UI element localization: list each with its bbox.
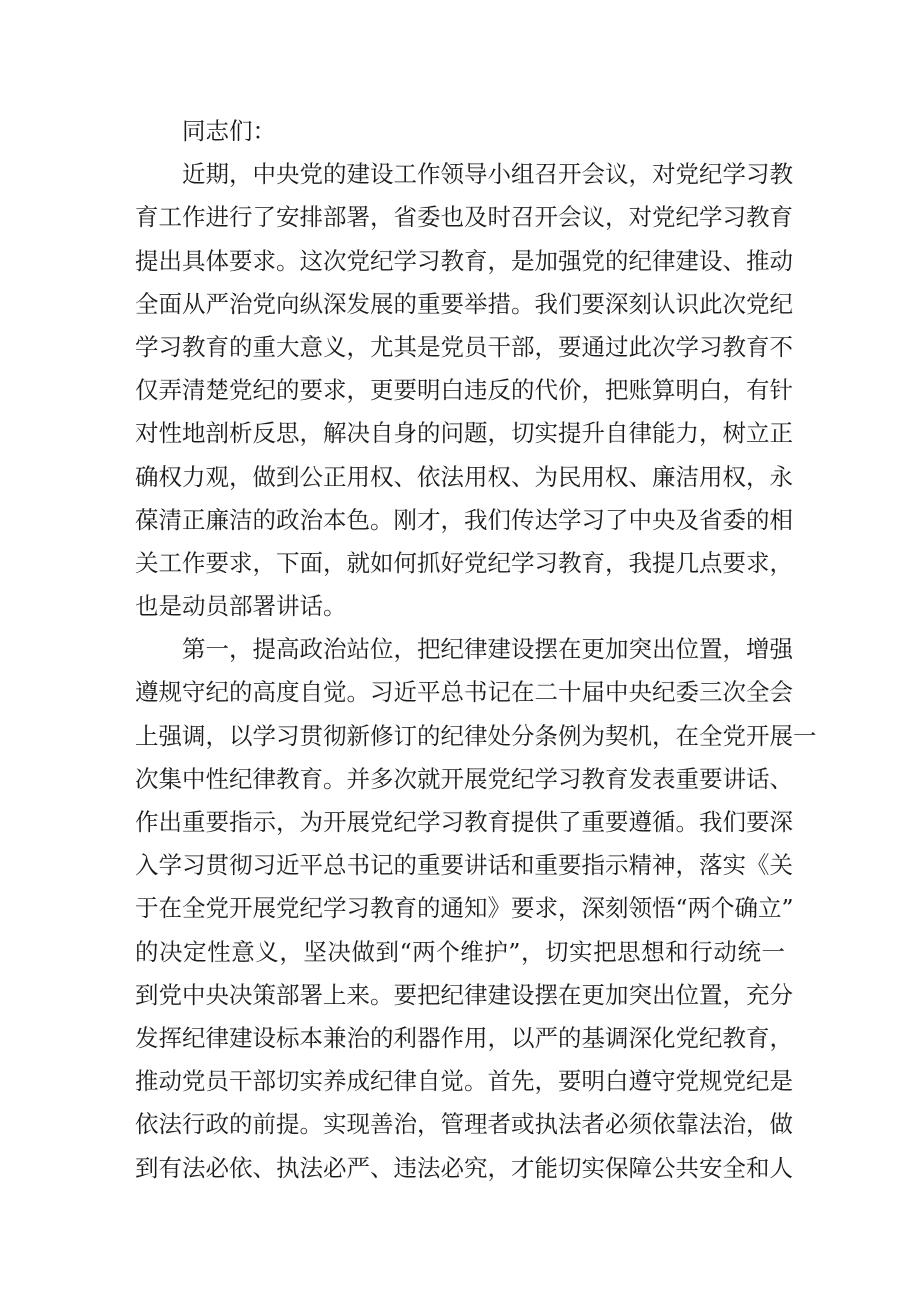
text-line: 遵规守纪的高度自觉。习近平总书记在二十届中央纪委三次全会 — [135, 678, 793, 707]
text-line: 次集中性纪律教育。并多次就开展党纪学习教育发表重要讲话、 — [135, 764, 793, 793]
text-line: 育工作进行了安排部署，省委也及时召开会议，对党纪学习教育 — [135, 203, 793, 232]
salutation: 同志们： — [182, 117, 276, 145]
text-line: 发挥纪律建设标本兼治的利器作用，以严的基调深化党纪教育， — [135, 1023, 793, 1052]
text-line: 入学习贯彻习近平总书记的重要讲话和重要指示精神，落实《关 — [135, 851, 793, 880]
document-body — [135, 110, 817, 1190]
text-line: 推动党员干部切实养成纪律自觉。首先，要明白遵守党规党纪是 — [135, 1067, 793, 1096]
text-line: 近期，中央党的建设工作领导小组召开会议，对党纪学习教 — [182, 160, 793, 189]
text-line: 于在全党开展党纪学习教育的通知》要求，深刻领悟“两个确立” — [135, 894, 794, 923]
text-line: 到党中央决策部署上来。要把纪律建设摆在更加突出位置，充分 — [135, 980, 793, 1009]
text-line: 关工作要求，下面，就如何抓好党纪学习教育，我提几点要求， — [135, 548, 793, 577]
text-line: 提出具体要求。这次党纪学习教育，是加强党的纪律建设、推动 — [135, 246, 793, 275]
text-line: 仅弄清楚党纪的要求，更要明白违反的代价，把账算明白，有针 — [135, 376, 793, 405]
text-line: 学习教育的重大意义，尤其是党员干部，要通过此次学习教育不 — [135, 332, 793, 361]
text-line: 确权力观，做到公正用权、依法用权、为民用权、廉洁用权，永 — [135, 462, 793, 491]
text-line: 葆清正廉洁的政治本色。刚才，我们传达学习了中央及省委的相 — [135, 505, 793, 534]
text-line: 全面从严治党向纵深发展的重要举措。我们要深刻认识此次党纪 — [135, 289, 793, 318]
text-line: 上强调，以学习贯彻新修订的纪律处分条例为契机，在全党开展一 — [135, 721, 817, 750]
text-line: 到有法必依、执法必严、违法必究，才能切实保障公共安全和人 — [135, 1153, 793, 1182]
text-line: 依法行政的前提。实现善治，管理者或执法者必须依靠法治，做 — [135, 1110, 793, 1139]
text-line: 对性地剖析反思，解决自身的问题，切实提升自律能力，树立正 — [135, 419, 793, 448]
text-line: 的决定性意义，坚决做到“两个维护”，切实把思想和行动统一 — [135, 937, 785, 966]
text-line: 第一，提高政治站位，把纪律建设摆在更加突出位置，增强 — [182, 635, 793, 664]
text-line: 作出重要指示，为开展党纪学习教育提供了重要遵循。我们要深 — [135, 808, 793, 836]
text-line: 也是动员部署讲话。 — [135, 592, 347, 621]
